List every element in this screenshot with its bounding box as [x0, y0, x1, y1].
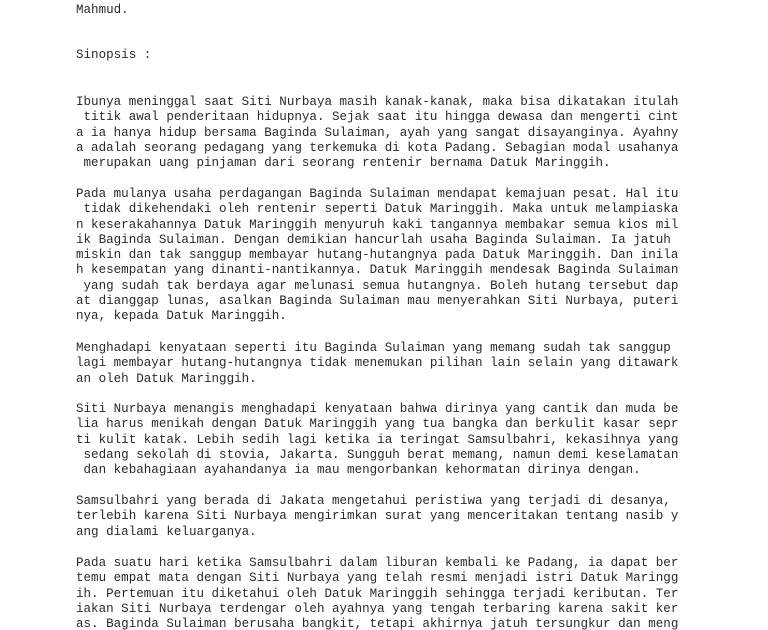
synopsis-heading: Sinopsis : [76, 48, 152, 62]
text-line: a adalah seorang pedagang yang terkemuka di kota Padang. Sebagian modal usahanya [76, 140, 679, 155]
paragraph-5 [76, 494, 678, 540]
paragraph-4 [76, 402, 678, 478]
text-line: lia harus menikah dengan Datuk Maringgih yang tua bangka dan berkulit kasar sepr [76, 417, 679, 432]
document-page [76, 0, 756, 630]
text-line: lagi membayar hutang-hutangnya tidak menemukan pilihan lain selain yang ditawark [76, 356, 679, 371]
text-line: Ibunya meninggal saat Siti Nurbaya masih kanak-kanak, maka bisa dikatakan itulah [76, 95, 679, 109]
text-line: Menghadapi kenyataan seperti itu Baginda Sulaiman yang memang sudah tak sanggup [76, 341, 671, 355]
text-line: n keserakahannya Datuk Maringgih menyuruh kaki tangannya membakar semua kios mil [76, 217, 679, 232]
text-line: iakan Siti Nurbaya terdengar oleh ayahnya yang tengah terbaring karena sakit ker [76, 601, 679, 616]
text-line: ik Baginda Sulaiman. Dengan demikian hancurlah usaha Baginda Sulaiman. Ia jatuh [76, 232, 671, 247]
text-line: an oleh Datuk Maringgih. [76, 371, 257, 386]
text-line: miskin dan tak sanggup membayar hutang-hutangnya pada Datuk Maringgih. Dan inila [76, 248, 679, 263]
text-line: Pada mulanya usaha perdagangan Baginda Sulaiman mendapat kemajuan pesat. Hal itu [76, 187, 679, 201]
author-fragment: Mahmud. [76, 3, 129, 17]
text-line: terlebih karena Siti Nurbaya mengirimkan surat yang menceritakan tentang nasib y [76, 509, 679, 524]
text-line: sedang sekolah di stovia, Jakarta. Sungguh berat memang, namun demi keselamatan [76, 447, 679, 462]
paragraph-1 [76, 95, 678, 171]
text-line: nya, kepada Datuk Maringgih. [76, 309, 287, 324]
text-line: Samsulbahri yang berada di Jakata mengetahui peristiwa yang terjadi di desanya, [76, 494, 671, 508]
text-line: Pada suatu hari ketika Samsulbahri dalam liburan kembali ke Padang, ia dapat ber [76, 556, 679, 570]
paragraph-3 [76, 341, 678, 387]
text-line: temu empat mata dengan Siti Nurbaya yang telah resmi menjadi istri Datuk Maringg [76, 571, 679, 586]
text-line: merupakan uang pinjaman dari seorang rentenir bernama Datuk Maringgih. [76, 156, 611, 171]
text-line: tidak dikehendaki oleh rentenir seperti Datuk Maringgih. Maka untuk melampiaska [76, 202, 679, 217]
text-line: dan kebahagiaan ayahandanya ia mau mengorbankan kehormatan dirinya dengan. [76, 463, 641, 478]
text-line: yang sudah tak berdaya agar melunasi semua hutangnya. Boleh hutang tersebut dap [76, 278, 679, 293]
text-line: ih. Pertemuan itu diketahui oleh Datuk Maringgih sehingga terjadi keributan. Ter [76, 586, 679, 601]
text-line: ti kulit katak. Lebih sedih lagi ketika ia teringat Samsulbahri, kekasihnya yang [76, 432, 679, 447]
text-line: a ia hanya hidup bersama Baginda Sulaiman, ayah yang sangat disayanginya. Ayahny [76, 125, 679, 140]
text-line: titik awal penderitaan hidupnya. Sejak saat itu hingga dewasa dan mengerti cint [76, 110, 679, 125]
paragraph-2 [76, 187, 678, 325]
text-line: h kesempatan yang dinanti-nantikannya. Datuk Maringgih mendesak Baginda Sulaiman [76, 263, 679, 278]
text-line: at dianggap lunas, asalkan Baginda Sulaiman mau menyerahkan Siti Nurbaya, puteri [76, 294, 679, 309]
text-line: as. Baginda Sulaiman berusaha bangkit, tetapi akhirnya jatuh tersungkur dan meng [76, 617, 679, 630]
text-line: ang dialami keluarganya. [76, 524, 257, 539]
paragraph-6 [76, 556, 678, 630]
text-line: Siti Nurbaya menangis menghadapi kenyataan bahwa dirinya yang cantik dan muda be [76, 402, 679, 416]
